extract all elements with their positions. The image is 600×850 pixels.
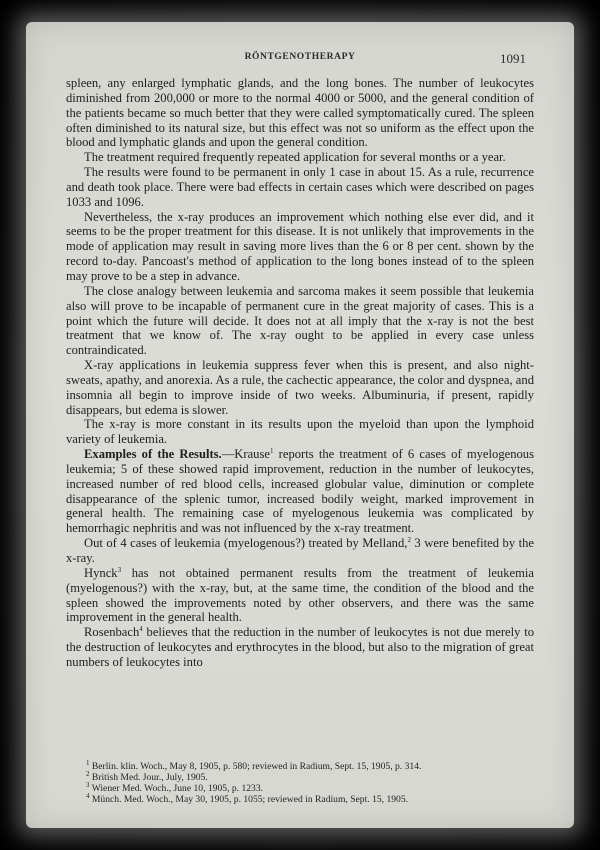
footnote-mark: 1 <box>86 758 90 767</box>
body-text <box>66 76 534 670</box>
footnote-mark: 2 <box>86 769 90 778</box>
rosenbach-text: believes that the reduction in the number of leukocytes is not due merely to the destruction of leukocytes and erythrocytes in the blood, but also to the migration of great numbers of leukocytes into <box>66 625 534 669</box>
footnote-ref: 1 <box>269 446 274 455</box>
footnote <box>66 769 534 784</box>
running-head: RÖNTGENOTHERAPY <box>244 52 356 62</box>
footnote-ref: 4 <box>139 625 143 634</box>
footnote-text: Münch. Med. Woch., May 30, 1905, p. 1055; reviewed in Radium, Sept. 15, 1905. <box>89 794 409 806</box>
footnote-text: Wiener Med. Woch., June 10, 1905, p. 1233. <box>89 783 264 795</box>
footnote <box>66 758 534 772</box>
section-run-in-heading: Examples of the Results. <box>84 447 222 462</box>
footnote-mark: 4 <box>86 792 90 801</box>
footnote-ref: 3 <box>117 565 122 574</box>
footnote <box>66 794 534 805</box>
hynck-name: Hynck <box>84 565 118 580</box>
paragraph-rosenbach <box>66 625 534 670</box>
melland-text-start: Out of 4 cases of leukemia (myelogenous?) treated by Melland, <box>84 536 408 551</box>
paragraph: The results were found to be permanent in only 1 case in about 15. As a rule, recurrence and death took place. There were bad effects in certain cases which were described on pages 1033 and 1096. <box>66 165 534 209</box>
footnotes <box>66 758 534 806</box>
hynck-text: has not obtained permanent results from the treatment of leukemia (myelogenous?) with the x-ray, but, at the same time, the condition of the blood and the spleen showed the improvements noted by other observers, and there was the same improvement in the general health. <box>66 565 534 625</box>
paragraph: The x-ray is more constant in its results upon the myeloid than upon the lymphoid variety of leukemia. <box>66 417 534 447</box>
rosenbach-name: Rosenbach <box>84 625 140 640</box>
paragraph-krause <box>66 447 534 536</box>
page-header <box>26 52 574 68</box>
footnote-text: Berlin. klin. Woch., May 8, 1905, p. 580; reviewed in Radium, Sept. 15, 1905, p. 314. <box>89 761 422 772</box>
krause-text-start: —Krause <box>221 447 270 462</box>
melland-text: 3 were benefited by the x-ray. <box>66 536 534 565</box>
paragraph: The close analogy between leukemia and sarcoma makes it seem possible that leukemia also will prove to be incapable of permanent cure in the great majority of cases. This is a point which the future will decide. It does not at all imply that the x-ray is not the best treatment that we know of. The x-ray ought to be applied in every case unless contraindicated. <box>66 283 534 358</box>
paragraph: Nevertheless, the x-ray produces an improvement which nothing else ever did, and it seems to be the proper treatment for this disease. It is not unlikely that improvements in the mode of application may result in saving more lives than the 6 or 8 per cent. shown by the record to-day. Pancoast's method of application to the long bones instead of to the spleen may prove to be a step in advance. <box>66 209 534 283</box>
paragraph: X-ray applications in leukemia suppress fever when this is present, and also night-sweats, apathy, and anorexia. As a rule, the cachectic appearance, the color and dyspnea, and insomnia all begin to improve inside of two weeks. Albuminuria, if present, rapidly disappears, but edema is slower. <box>66 358 534 417</box>
book-page <box>26 22 574 828</box>
page-number: 1091 <box>500 51 526 66</box>
paragraph-hynck <box>66 566 534 625</box>
krause-text: reports the treatment of 6 cases of myelogenous leukemia; 5 of these showed rapid improvement, reduction in the number of leukocytes, increased number of red blood cells, increased globular value, diminution or complete disappearance of the splenic tumor, increased bodily weight, marked improvement in general health. The remaining case of myelogenous leukemia was complicated by hemorrhagic nephritis and was not influenced by the x-ray treatment. <box>66 447 534 536</box>
footnote-mark: 3 <box>86 781 90 789</box>
footnote-ref: 2 <box>407 535 411 544</box>
paragraph: The treatment required frequently repeated application for several months or a year. <box>84 150 506 165</box>
paragraph-melland <box>66 536 534 566</box>
footnote-text: British Med. Jour., July, 1905. <box>89 772 208 784</box>
footnote <box>66 783 534 794</box>
paragraph: spleen, any enlarged lymphatic glands, and the long bones. The number of leukocytes diminished from 200,000 or more to the normal 4000 or 5000, and the general condition of the patients became so much better that they were called symptomatically cured. The spleen often diminished to its natural size, but this effect was not so uniform as the effect upon the blood and lymphatic glands and upon the general condition. <box>66 76 534 150</box>
